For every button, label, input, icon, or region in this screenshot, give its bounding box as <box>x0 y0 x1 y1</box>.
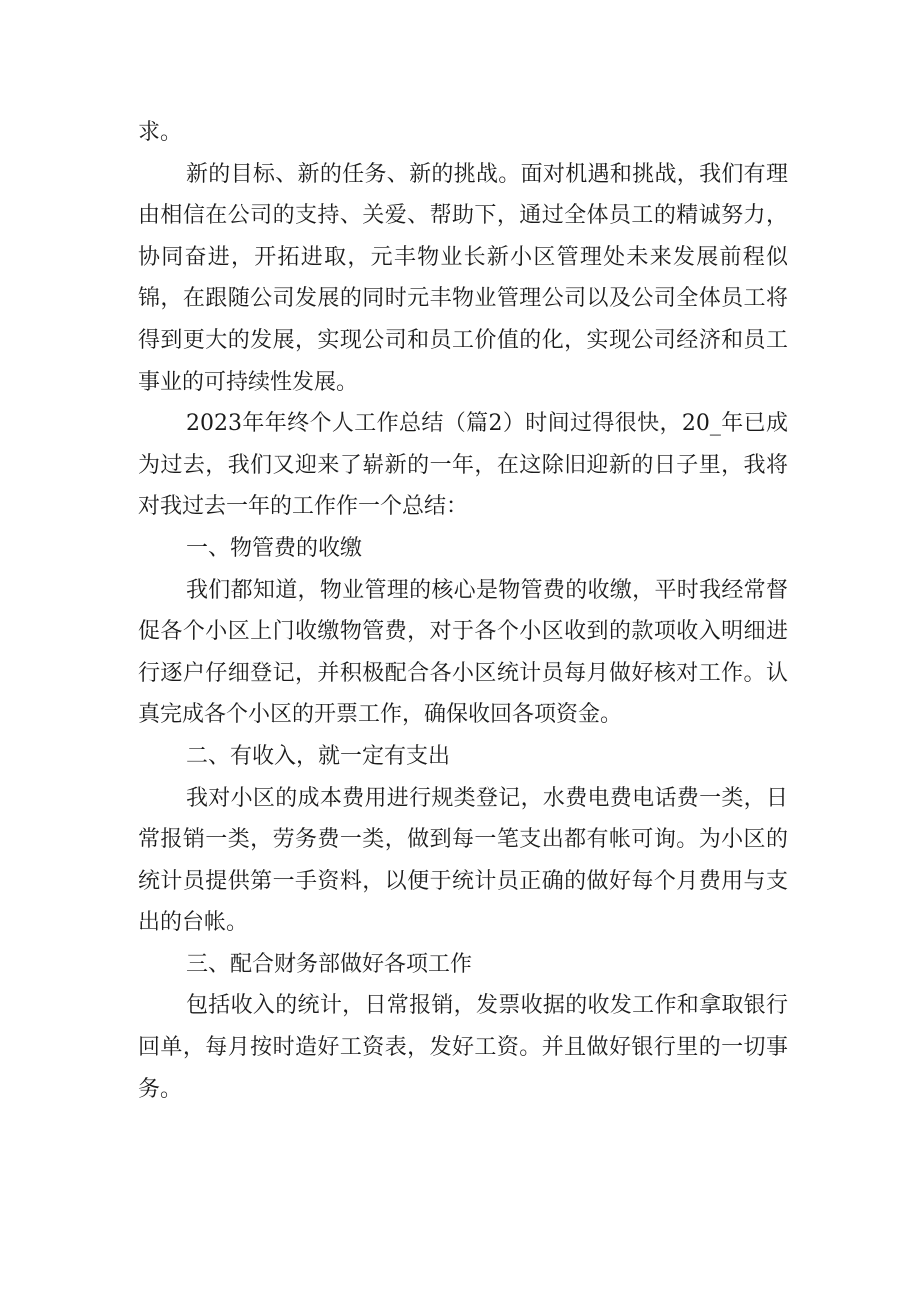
paragraph-outlook: 新的目标、新的任务、新的挑战。面对机遇和挑战，我们有理由相信在公司的支持、关爱、帮助下，通过全体员工的精诚努力，协同奋进，开拓进取，元丰物业长新小区管理处未来发展前程似锦，在跟随公司发展的同时元丰物业管理公司以及公司全体员工将得到更大的发展，实现公司和员工价值的化，实现公司经济和员工事业的可持续性发展。 <box>138 161 788 395</box>
paragraph-continuation: 求。 <box>138 120 183 145</box>
paragraph-summary-intro: 2023年年终个人工作总结（篇2）时间过得很快，20_年已成为过去，我们又迎来了崭新的一年，在这除旧迎新的日子里，我将对我过去一年的工作作一个总结： <box>138 411 788 520</box>
paragraph-expenses: 我对小区的成本费用进行规类登记，水费电费电话费一类，日常报销一类，劳务费一类，做到每一笔支出都有帐可询。为小区的统计员提供第一手资料，以便于统计员正确的做好每个月费用与支出的台帐。 <box>138 785 788 936</box>
section-heading-3: 三、配合财务部做好各项工作 <box>186 951 473 977</box>
paragraph-fee-collection: 我们都知道，物业管理的核心是物管费的收缴，平时我经常督促各个小区上门收缴物管费，对于各个小区收到的款项收入明细进行逐户仔细登记，并积极配合各小区统计员每月做好核对工作。认真完成各个小区的开票工作，确保收回各项资金。 <box>138 577 788 728</box>
section-heading-2: 二、有收入，就一定有支出 <box>186 743 451 769</box>
paragraph-finance-support: 包括收入的统计，日常报销，发票收据的收发工作和拿取银行回单，每月按时造好工资表，发好工资。并且做好银行里的一切事务。 <box>138 993 788 1102</box>
document-body <box>138 112 788 1110</box>
section-heading-1: 一、物管费的收缴 <box>186 535 363 561</box>
